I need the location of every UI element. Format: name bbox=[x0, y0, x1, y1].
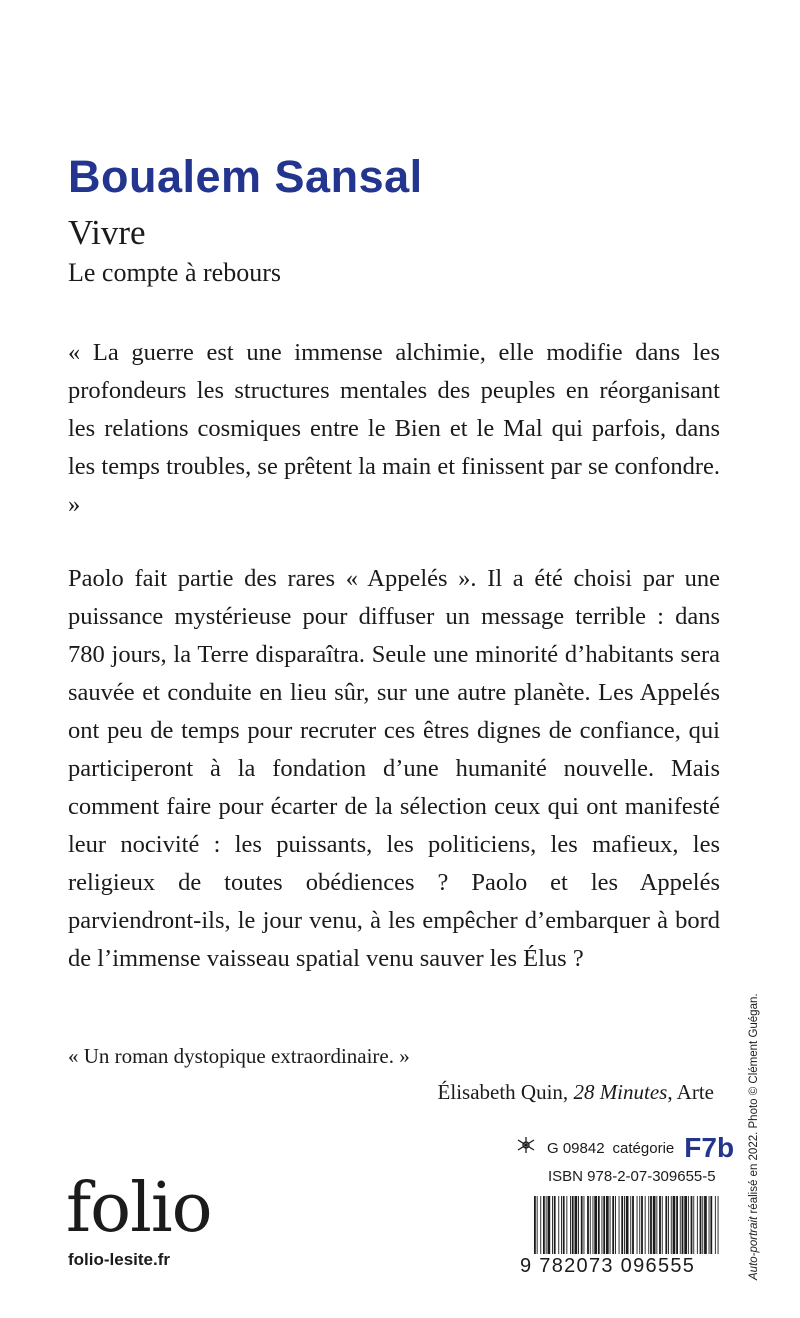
credit-italic: Auto-portrait bbox=[748, 1216, 760, 1280]
catalog-info bbox=[513, 1132, 734, 1164]
press-review-attribution bbox=[438, 1080, 714, 1105]
critic-name: Élisabeth Quin, bbox=[437, 1080, 569, 1104]
publisher-website: folio-lesite.fr bbox=[68, 1250, 171, 1269]
category-label: catégorie bbox=[612, 1139, 675, 1157]
back-cover-summary: Paolo fait partie des rares « Appelés ». Il a été choisi par une puissance mystérieuse pour diffuser un message terrible : dans 780 jours, la Terre disparaîtra. Seule une minorité d’habitants sera sauvée et conduite en lieu sûr, sur une autre planète. Les Appelés ont peu de temps pour recruter ces êtres dignes de confiance, qui participeront à la fondation d’une humanité nouvelle. Mais comment faire pour écarter de la sélection ceux qui ont manifesté leur nocivité : les puissants, les politiciens, les mafieux, les religieux de toutes obédiences ? Paolo et les Appelés parviendront-ils, le jour venu, à les empêcher d’embarquer à bord de l’immense vaisseau spatial venu sauver les Élus ? bbox=[68, 565, 720, 972]
credit-rest: réalisé en 2022. Photo © Clément Guégan. bbox=[748, 993, 760, 1217]
book-title: Vivre bbox=[68, 213, 146, 252]
channel-name: , Arte bbox=[667, 1080, 714, 1104]
book-subtitle: Le compte à rebours bbox=[68, 258, 281, 287]
press-review-quote: « Un roman dystopique extraordinaire. » bbox=[68, 1044, 410, 1068]
opening-quote: « La guerre est une immense alchimie, elle modifie dans les profondeurs les structures mentales des peuples en réorganisant les relations cosmiques entre le Bien et le Mal qui parfois, dans les temps troubles, se prêtent la main et finissent par se confondre. » bbox=[68, 339, 720, 518]
category-code: F7b bbox=[684, 1132, 735, 1163]
photo-credit bbox=[748, 993, 760, 1280]
author-name: Boualem Sansal bbox=[68, 151, 423, 202]
folio-emblem-icon bbox=[513, 1136, 539, 1160]
show-name: 28 Minutes bbox=[573, 1080, 668, 1104]
folio-logo: folio bbox=[66, 1169, 212, 1248]
isbn: ISBN 978-2-07-309655-5 bbox=[548, 1168, 716, 1185]
barcode-digits: 9 782073 096555 bbox=[520, 1255, 696, 1274]
barcode bbox=[520, 1196, 720, 1274]
catalog-code: G 09842 bbox=[547, 1139, 605, 1157]
